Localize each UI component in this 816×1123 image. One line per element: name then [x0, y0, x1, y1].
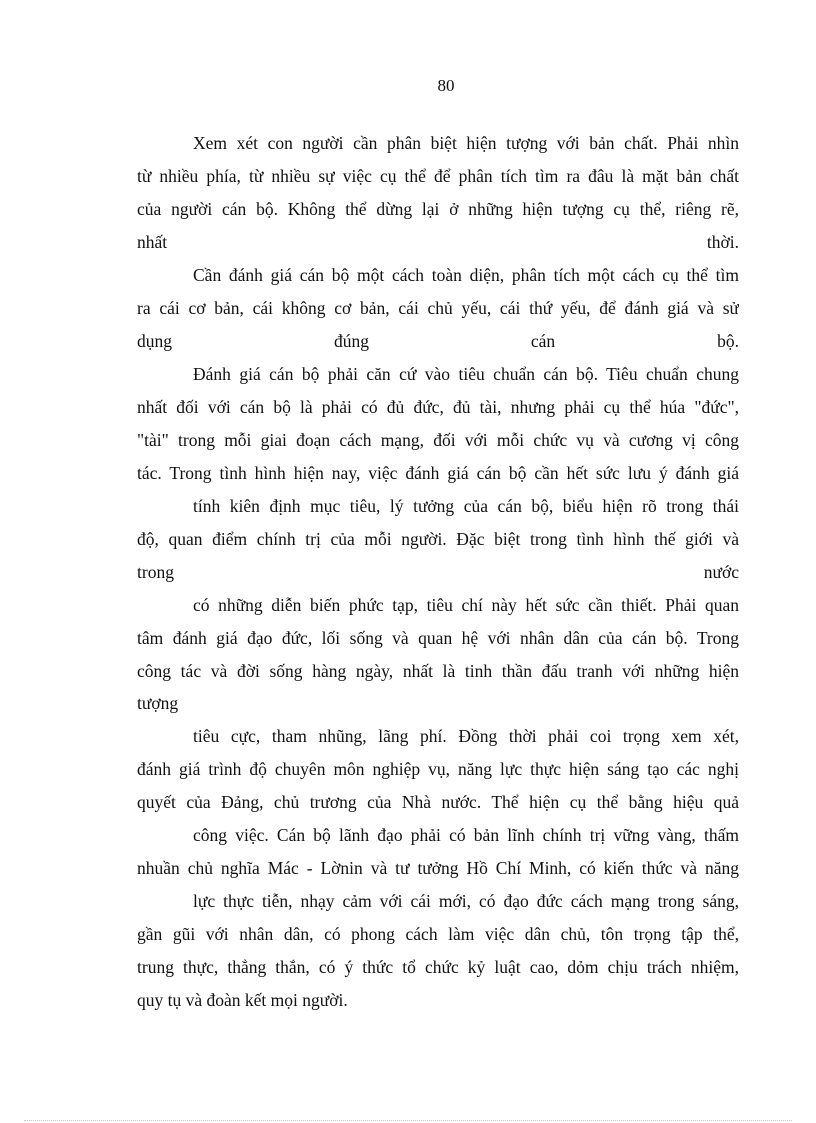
text-line: Xem xét con người cần phân biệt hiện tượng với bản chất. Phải nhìn [193, 133, 739, 153]
text-line: công tác và đời sống hàng ngày, nhất là tinh thần đấu tranh với những hiện [137, 661, 739, 681]
text-line: Đánh giá cán bộ phải căn cứ vào tiêu chuẩn cán bộ. Tiêu chuẩn chung [193, 364, 739, 384]
text-line: dụng đúng cán bộ. [137, 331, 739, 351]
text-line: nhuần chủ nghĩa Mác - Lờnin và tư tưởng Hồ Chí Minh, có kiến thức và năng [137, 858, 739, 878]
text-line: trong nước [137, 562, 739, 582]
text-line: có những diễn biến phức tạp, tiêu chí này hết sức cần thiết. Phải quan [193, 595, 739, 615]
text-line: của người cán bộ. Không thể dừng lại ở những hiện tượng cụ thể, riêng rẽ, [137, 199, 739, 219]
text-line: quyết của Đảng, chủ trương của Nhà nước. Thể hiện cụ thể bằng hiệu quả [137, 792, 739, 812]
text-line: lực thực tiễn, nhạy cảm với cái mới, có đạo đức cách mạng trong sáng, [193, 891, 739, 911]
text-line: gần gũi với nhân dân, có phong cách làm việc dân chủ, tôn trọng tập thể, [137, 924, 739, 944]
page-number: 80 [437, 76, 455, 95]
text-line: ra cái cơ bản, cái không cơ bản, cái chủ yếu, cái thứ yếu, để đánh giá và sử [137, 298, 739, 318]
text-line: đánh giá trình độ chuyên môn nghiệp vụ, năng lực thực hiện sáng tạo các nghị [137, 759, 739, 779]
text-line: nhất đối với cán bộ là phải có đủ đức, đủ tài, nhưng phải cụ thể húa "đức", [137, 397, 739, 417]
text-line: trung thực, thẳng thắn, có ý thức tổ chức kỷ luật cao, dỏm chịu trách nhiệm, [137, 957, 739, 977]
text-line: tiêu cực, tham nhũng, lãng phí. Đồng thời phải coi trọng xem xét, [193, 726, 739, 746]
text-line: "tài" trong mỗi giai đoạn cách mạng, đối với mỗi chức vụ và cương vị công [137, 430, 739, 450]
text-line: Cần đánh giá cán bộ một cách toàn diện, phân tích một cách cụ thể tìm [193, 265, 739, 285]
text-line: quy tụ và đoàn kết mọi người. [137, 990, 348, 1010]
text-line: nhất thời. [137, 232, 739, 252]
text-line: từ nhiều phía, từ nhiều sự việc cụ thể để phân tích tìm ra đâu là mặt bản chất [137, 166, 739, 186]
text-line: độ, quan điểm chính trị của mỗi người. Đặc biệt trong tình hình thế giới và [137, 529, 739, 549]
text-line: tính kiên định mục tiêu, lý tưởng của cán bộ, biểu hiện rõ trong thái [193, 496, 739, 516]
text-line: tâm đánh giá đạo đức, lối sống và quan hệ với nhân dân của cán bộ. Trong [137, 628, 739, 648]
text-line: tác. Trong tình hình hiện nay, việc đánh giá cán bộ cần hết sức lưu ý đánh giá [137, 463, 739, 483]
text-line: tượng [137, 693, 179, 713]
page-bottom-divider [24, 1120, 792, 1121]
text-line: công việc. Cán bộ lãnh đạo phải có bản lĩnh chính trị vững vàng, thấm [193, 825, 739, 845]
